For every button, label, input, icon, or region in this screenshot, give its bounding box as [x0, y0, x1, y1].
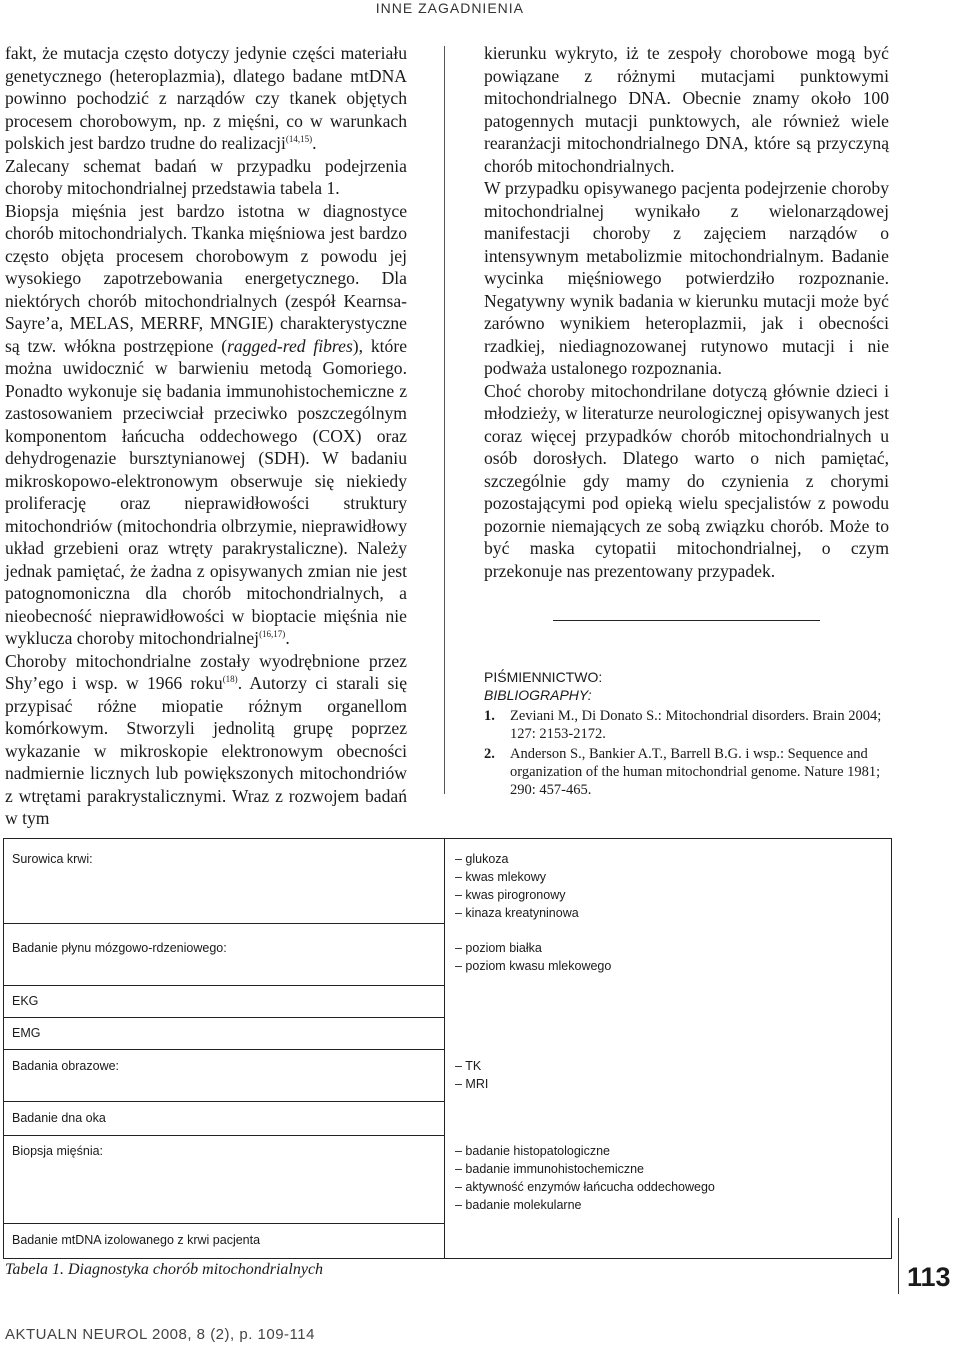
paragraph-text: Choroby mitochondrialne zostały wyodrębnione przez Shy’ego i wsp. w 1966 roku: [5, 650, 407, 693]
table-row-divider: [4, 1135, 444, 1136]
table-item: – kwas mlekowy: [455, 870, 546, 884]
left-column: [5, 42, 407, 830]
paragraph-text: ), które można uwidocznić w barwieniu metodą Gomoriego. Ponadto wykonuje się badania immunohistochemiczne z zastosowaniem przeciwciał przeciwko poszczególnym komponentom łańcucha oddechowego (COX) oraz dehydrogenazie bursztynianowej (SDH). W badaniu mikroskopowo-elektronowym obserwuje się niekiedy proliferację oraz nieprawidłowości struktury mitochondriów (mitochondria olbrzymie, nieprawidłowy układ grzebieni oraz wtręty parakrystaliczne). Należy jednak pamiętać, że żadna z opisywanych zmian nie jest patognomoniczna dla chorób mitochondrialnych, a nieobecność nieprawidłowości w bioptacie mięśnia nie wyklucza choroby mitochondrialnej: [5, 335, 408, 648]
table-row-label: Badanie płynu mózgowo-rdzeniowego:: [12, 941, 227, 955]
reference-text: Anderson S., Bankier A.T., Barrell B.G. i wsp.: Sequence and organization of the human mitochondrial genome. Nature 1981; 290: 457-465.: [510, 746, 881, 798]
bibliography-subtitle: BIBLIOGRAPHY:: [484, 687, 592, 703]
reference-item: [484, 707, 894, 743]
paragraph: kierunku wykryto, iż te zespoły chorobowe mogą być powiązane z różnymi mutacjami punktowymi mitochondrialnego DNA. Obecnie znamy około 100 patogennych mutacji punktowych, ale również wiele rearanżacji mitochondrialnego DNA, które są przyczyną chorób mitochondrialnych.: [484, 43, 889, 176]
table-row-label: Badanie dna oka: [12, 1111, 106, 1125]
column-divider: [444, 46, 445, 794]
table-row-label: Surowica krwi:: [12, 852, 93, 866]
table-row-label: Biopsja mięśnia:: [12, 1144, 104, 1158]
paragraph: [5, 200, 407, 650]
section-header: INNE ZAGADNIENIA: [375, 0, 524, 16]
citation-ref: (16,17): [259, 629, 286, 639]
paragraph: [5, 650, 407, 830]
table-row-divider: [4, 1017, 444, 1018]
paragraph: W przypadku opisywanego pacjenta podejrzenie choroby mitochondrialnej wynikało z wielonarządowej manifestacji choroby z zajęciem narządów o intensywnym metabolizmie mitochondrialnym. Badanie wycinka mięśniowego potwierdziło rozpoznanie. Negatywny wynik badania w kierunku mutacji może być zarówno wynikiem heteroplazmii, jak i obecności rzadkiej, niediagnozowanej rutynowo mutacji i nie podważa ustalonego rozpoznania.: [484, 178, 889, 378]
table-row-label: EMG: [12, 1026, 41, 1040]
table-row-divider: [4, 1101, 444, 1102]
table-item: – kinaza kreatyninowa: [455, 906, 579, 920]
table-item: – badanie immunohistochemiczne: [455, 1162, 644, 1176]
table-item: – badanie molekularne: [455, 1198, 582, 1212]
table-item: – glukoza: [455, 852, 509, 866]
paragraph-text: . Autorzy ci starali się przypisać różne miopatie różnym organellom komórkowym. Stworzyli jednolitą grupę poprzez wykazanie w mikroskopie elektronowym obecności nadmiernie licznych lub powiększonych mitochondriów z wtrętami parakrystalicznymi. Wraz z rozwojem badań w tym: [5, 673, 407, 828]
table-item: – badanie histopatologiczne: [455, 1144, 610, 1158]
table-item: – MRI: [455, 1077, 489, 1091]
reference-text: Zeviani M., Di Donato S.: Mitochondrial disorders. Brain 2004; 127: 2153-2172.: [510, 708, 882, 742]
table-row-divider: [4, 985, 444, 986]
right-column: [484, 42, 889, 582]
page-number-rule: [898, 1218, 899, 1294]
table-item: – TK: [455, 1059, 482, 1073]
punctuation: .: [312, 133, 317, 153]
table-row-divider: [4, 923, 444, 924]
table-item: – kwas pirogronowy: [455, 888, 566, 902]
diagnostics-table: [3, 838, 892, 1259]
table-column-divider: [444, 839, 445, 1258]
paragraph-text: fakt, że mutacja często dotyczy jedynie części materiału genetycznego (heteroplazmia), dlatego badane mtDNA powinno pochodzić z narządów czy tkanek objętych procesem chorobowym, np. z mięśni, co w warunkach polskich jest bardzo trudne do realizacji: [5, 43, 407, 153]
paragraph: [5, 42, 407, 155]
citation-ref: (14,15): [285, 134, 313, 144]
italic-term: ragged-red fibres: [227, 335, 353, 356]
table-row-divider: [4, 1049, 444, 1050]
reference-number: 1.: [484, 708, 495, 724]
journal-footer: AKTUALN NEUROL 2008, 8 (2), p. 109-114: [5, 1326, 315, 1343]
table-item: – poziom kwasu mlekowego: [455, 959, 612, 973]
citation-ref: (18): [222, 674, 238, 684]
bibliography-title: PIŚMIENNICTWO:: [484, 669, 603, 685]
table-row-label: Badanie mtDNA izolowanego z krwi pacjenta: [12, 1233, 261, 1247]
bibliography: [484, 668, 894, 799]
table-item: – poziom białka: [455, 941, 542, 955]
table-row-label: Badania obrazowe:: [12, 1059, 120, 1073]
paragraph-text: Biopsja mięśnia jest bardzo istotna w diagnostyce chorób mitochondrialych. Tkanka mięśniowa jest bardzo często objęta procesem chorobowym z powodu jej wysokiego zapotrzebowania energetycznego. Dla niektórych chorób mitochondrialnych (zespół Kearnsa-Sayre’a, MELAS, MERRF, MNGIE) charakterystyczne są tzw. włókna postrzępione (: [5, 200, 407, 356]
reference-item: [484, 745, 894, 799]
table-caption: Tabela 1. Diagnostyka chorób mitochondrialnych: [5, 1261, 324, 1278]
table-row-divider: [4, 1223, 444, 1224]
table-row-label: EKG: [12, 994, 39, 1008]
section-rule: [553, 620, 820, 621]
reference-number: 2.: [484, 746, 495, 762]
table-item: – aktywność enzymów łańcucha oddechowego: [455, 1180, 715, 1194]
paragraph: Choć choroby mitochondrilane dotyczą głównie dzieci i młodzieży, w literaturze neurologicznej opisywanych jest coraz więcej przypadków chorób mitochondrialnych u osób dorosłych. Dlatego warto o nich pamiętać, szczególnie gdy mamy do czynienia z chorymi pozostającymi pod opieką wielu specjalistów z powodu pozornie niemających ze sobą związku chorób. Może to być maska cytopatii mitochondrialnej, o czym przekonuje nas prezentowany przypadek.: [484, 380, 889, 581]
punctuation: .: [285, 628, 290, 648]
paragraph: Zalecany schemat badań w przypadku podejrzenia choroby mitochondrialnej przedstawia tabela 1.: [5, 155, 407, 198]
page-number: 113: [907, 1262, 951, 1292]
